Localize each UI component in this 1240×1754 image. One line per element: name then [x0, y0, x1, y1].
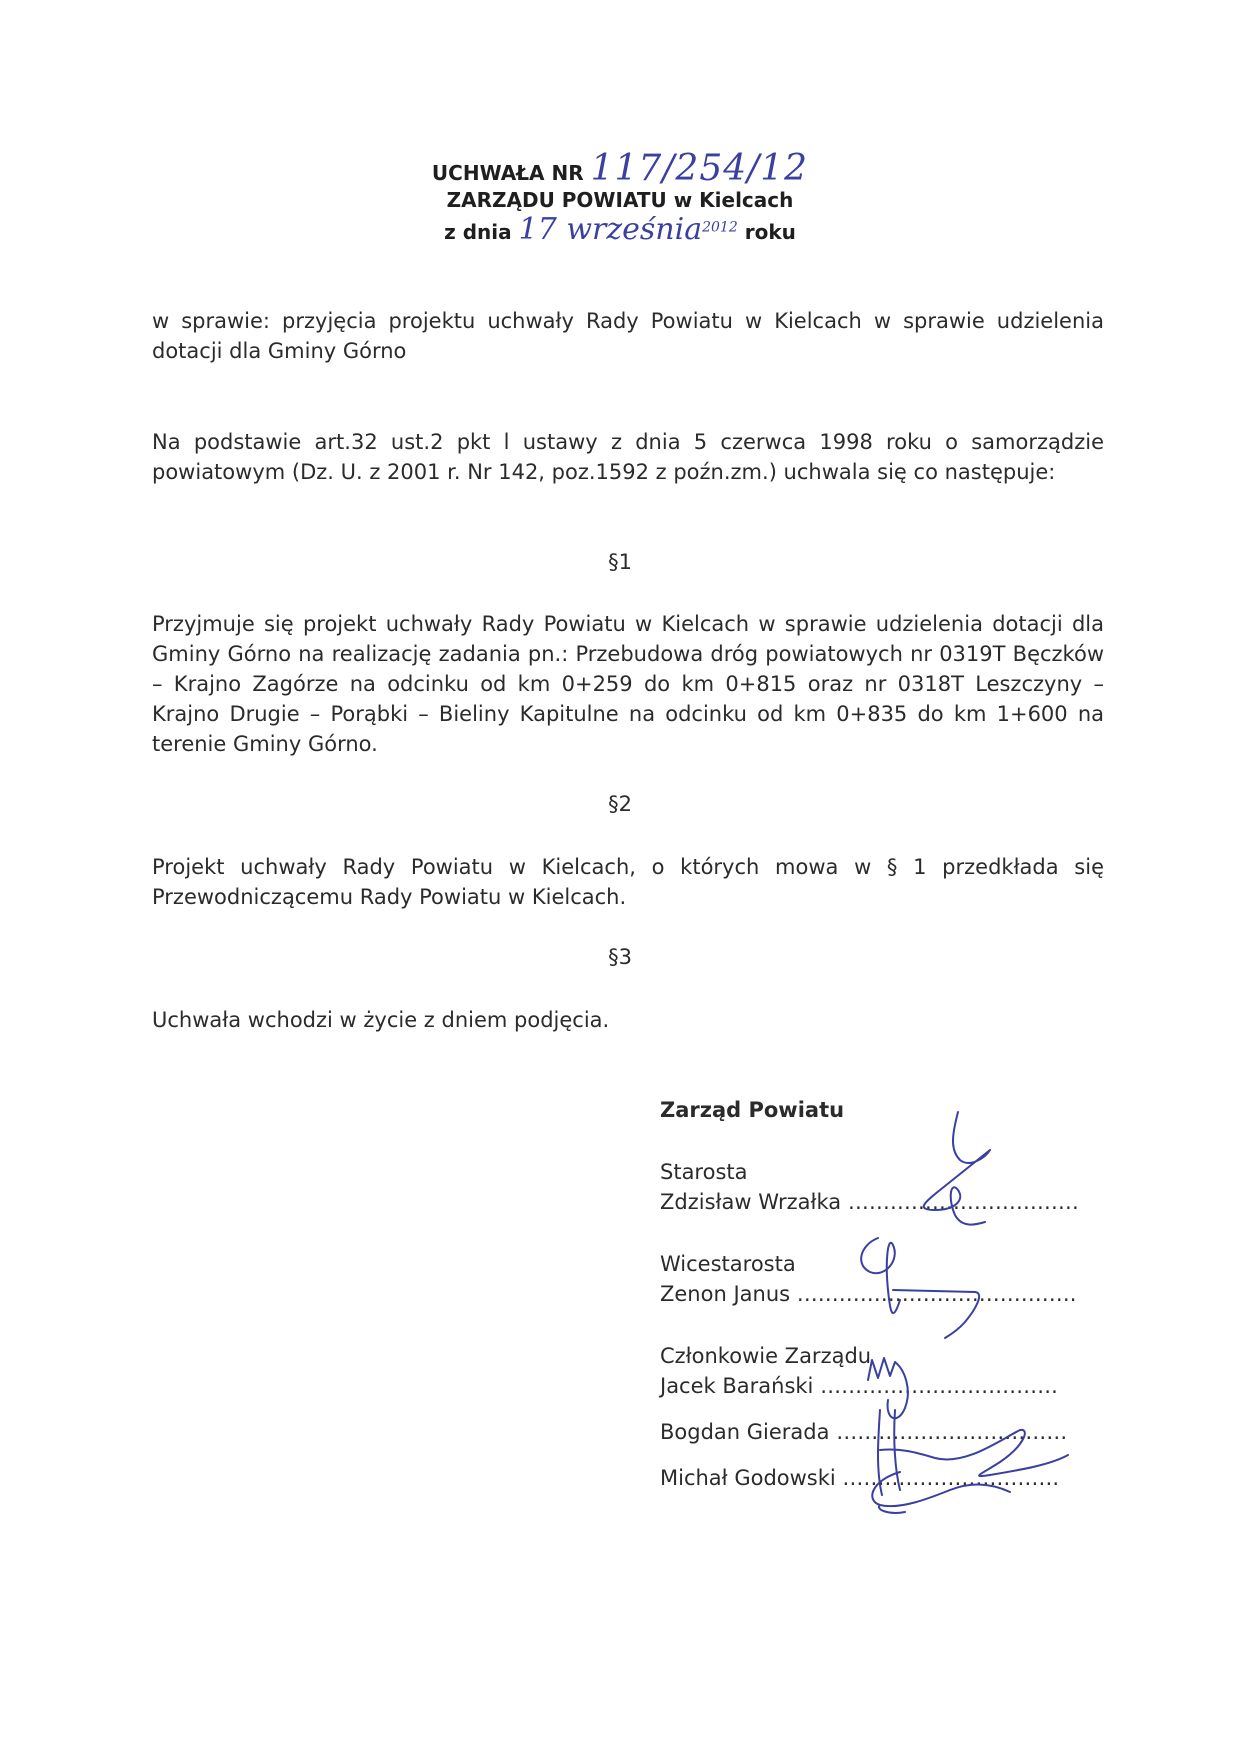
date-line: [0, 212, 1240, 247]
section-3-text: Uchwała wchodzi w życie z dniem podjęcia.: [152, 1008, 610, 1032]
section-1-text: Przyjmuje się projekt uchwały Rady Powiatu w Kielcach w sprawie udzielenia dotacji dla Gminy Górno na realizację zadania pn.: Przebudowa dróg powiatowych nr 0319T Bęczków – Krajno Zagórze na odcinku od km 0+259 do km 0+815 oraz nr 0318T Leszczyny – Krajno Drugie – Porąbki – Bieliny Kapitulne na odcinku od km 0+835 do km 1+600 na terenie Gminy Górno.: [152, 612, 1104, 756]
section-1-mark: §1: [608, 550, 632, 574]
section-3-mark: §3: [608, 945, 632, 969]
member3-signature-line: [660, 1466, 1059, 1490]
section-2-text: Projekt uchwały Rady Powiatu w Kielcach, o których mowa w § 1 przedkłada się Przewodniczącemu Rady Powiatu w Kielcach.: [152, 855, 1104, 909]
title-line: [0, 148, 1240, 189]
starosta-role: Starosta: [660, 1160, 748, 1184]
wicestarosta-dots: ………………………………….: [796, 1282, 1077, 1306]
member3-name: Michał Godowski: [660, 1466, 843, 1490]
wicestarosta-signature-line: [660, 1282, 1076, 1306]
wicestarosta-role: Wicestarosta: [660, 1252, 796, 1276]
starosta-dots: ……………………………: [847, 1190, 1079, 1214]
member2-signature-line: [660, 1420, 1067, 1444]
member3-dots: ………………………….: [842, 1466, 1060, 1490]
member2-name: Bogdan Gierada: [660, 1420, 837, 1444]
legal-basis-paragraph: Na podstawie art.32 ust.2 pkt l ustawy z dnia 5 czerwca 1998 roku o samorządzie powiatowym (Dz. U. z 2001 r. Nr 142, poz.1592 z poźn.zm.) uchwala się co następuje:: [152, 430, 1104, 484]
title-prefix: UCHWAŁA NR: [431, 161, 584, 185]
starosta-signature-line: [660, 1190, 1079, 1214]
handwritten-year: 2012: [702, 219, 738, 236]
handwritten-date: 17 września: [518, 212, 703, 247]
board-line: ZARZĄDU POWIATU w Kielcach: [446, 188, 794, 212]
member1-dots: …………………………….: [820, 1374, 1058, 1398]
wicestarosta-name: Zenon Janus: [660, 1282, 797, 1306]
member2-dots: ……………………………: [836, 1420, 1068, 1444]
member1-signature-line: [660, 1374, 1058, 1398]
date-prefix: z dnia: [444, 220, 512, 244]
subject-paragraph: w sprawie: przyjęcia projektu uchwały Rady Powiatu w Kielcach w sprawie udzielenia dotacji dla Gminy Górno: [152, 309, 1104, 363]
board-title: Zarząd Powiatu: [660, 1098, 845, 1122]
handwritten-resolution-number: 117/254/12: [590, 148, 809, 189]
member1-name: Jacek Barański: [660, 1374, 821, 1398]
date-suffix: roku: [744, 220, 796, 244]
starosta-name: Zdzisław Wrzałka: [660, 1190, 848, 1214]
members-role: Członkowie Zarządu: [660, 1344, 872, 1368]
section-2-mark: §2: [608, 792, 632, 816]
